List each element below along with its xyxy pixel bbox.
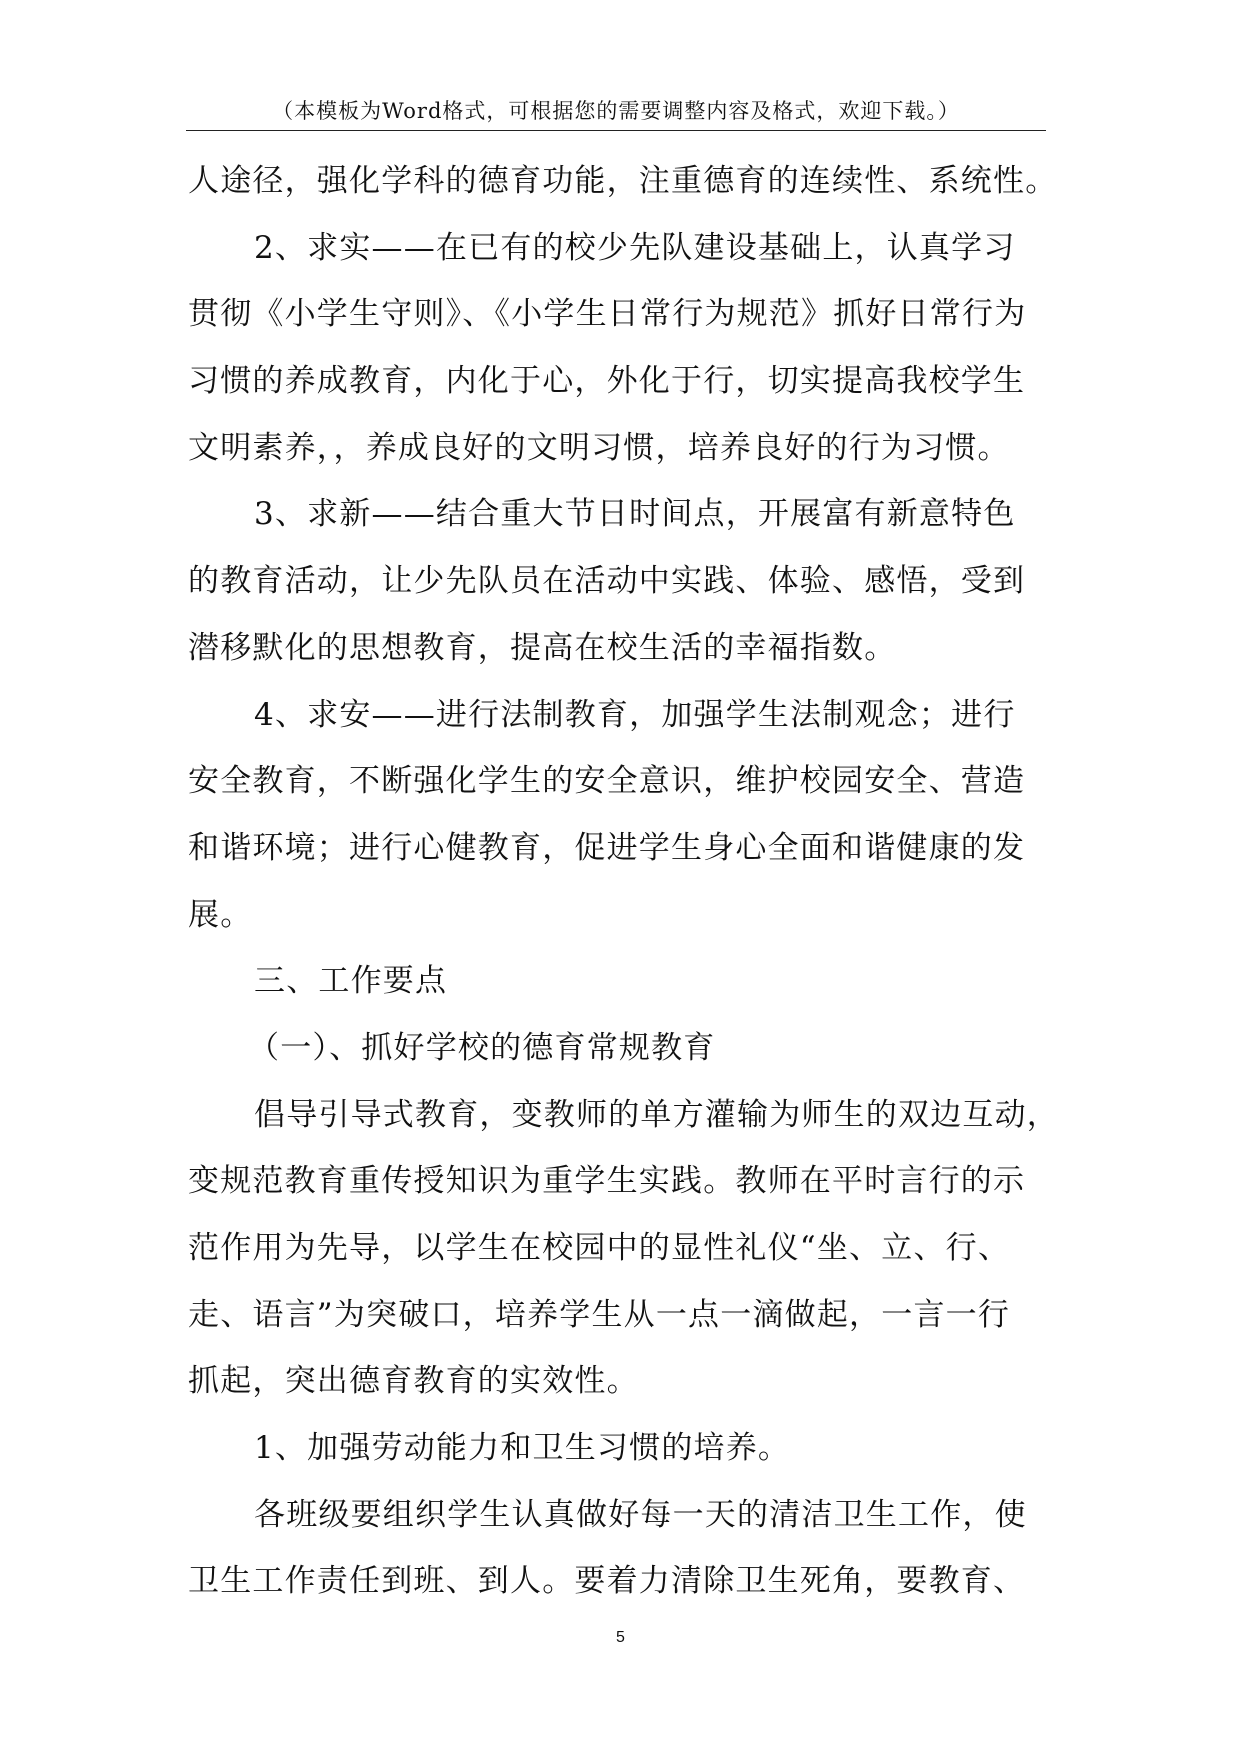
paragraph-line: 习惯的养成教育，内化于心，外化于行，切实提高我校学生 [188, 363, 1026, 400]
header-divider [186, 130, 1046, 131]
paragraph-line: 4、求安——进行法制教育，加强学生法制观念；进行 [254, 696, 1016, 733]
paragraph-line: 安全教育，不断强化学生的安全意识，维护校园安全、营造 [188, 763, 1026, 800]
paragraph-line: 倡导引导式教育，变教师的单方灌输为师生的双边互动， [254, 1096, 1059, 1133]
paragraph-line: 各班级要组织学生认真做好每一天的清洁卫生工作，使 [254, 1496, 1027, 1533]
paragraph-line: 潜移默化的思想教育，提高在校生活的幸福指数。 [188, 629, 897, 666]
paragraph-line: 2、求实——在已有的校少先队建设基础上，认真学习 [254, 229, 1016, 266]
paragraph-line: 展。 [188, 896, 253, 933]
subsection-heading: （一）、抓好学校的德育常规教育 [248, 1029, 716, 1066]
paragraph-line: 变规范教育重传授知识为重学生实践。教师在平时言行的示 [188, 1163, 1026, 1200]
paragraph-line: 和谐环境；进行心健教育，促进学生身心全面和谐健康的发 [188, 829, 1026, 866]
item-heading: 1、加强劳动能力和卫生习惯的培养。 [254, 1430, 791, 1467]
paragraph-line: 的教育活动，让少先队员在活动中实践、体验、感悟，受到 [188, 563, 1026, 600]
paragraph-line: 文明素养，，养成良好的文明习惯，培养良好的行为习惯。 [188, 429, 1010, 466]
section-heading: 三、工作要点 [254, 963, 448, 1000]
paragraph-line: 人途径，强化学科的德育功能，注重德育的连续性、系统性。 [188, 163, 1058, 199]
paragraph-line: 范作用为先导，以学生在校园中的显性礼仪“坐、立、行、 [188, 1230, 1011, 1266]
paragraph-line: 卫生工作责任到班、到人。要着力清除卫生死角，要教育、 [188, 1563, 1026, 1600]
paragraph-line: 走、语言”为突破口，培养学生从一点一滴做起，一言一行 [188, 1296, 1011, 1333]
paragraph-line: 贯彻《小学生守则》、《小学生日常行为规范》抓好日常行为 [188, 296, 1027, 333]
page-header-note: （本模板为Word格式，可根据您的需要调整内容及格式，欢迎下载。） [272, 99, 960, 123]
document-body [188, 148, 1088, 1615]
page-number: 5 [616, 1629, 625, 1646]
paragraph-line: 抓起，突出德育教育的实效性。 [188, 1363, 639, 1400]
paragraph-line: 3、求新——结合重大节日时间点，开展富有新意特色 [254, 496, 1016, 533]
